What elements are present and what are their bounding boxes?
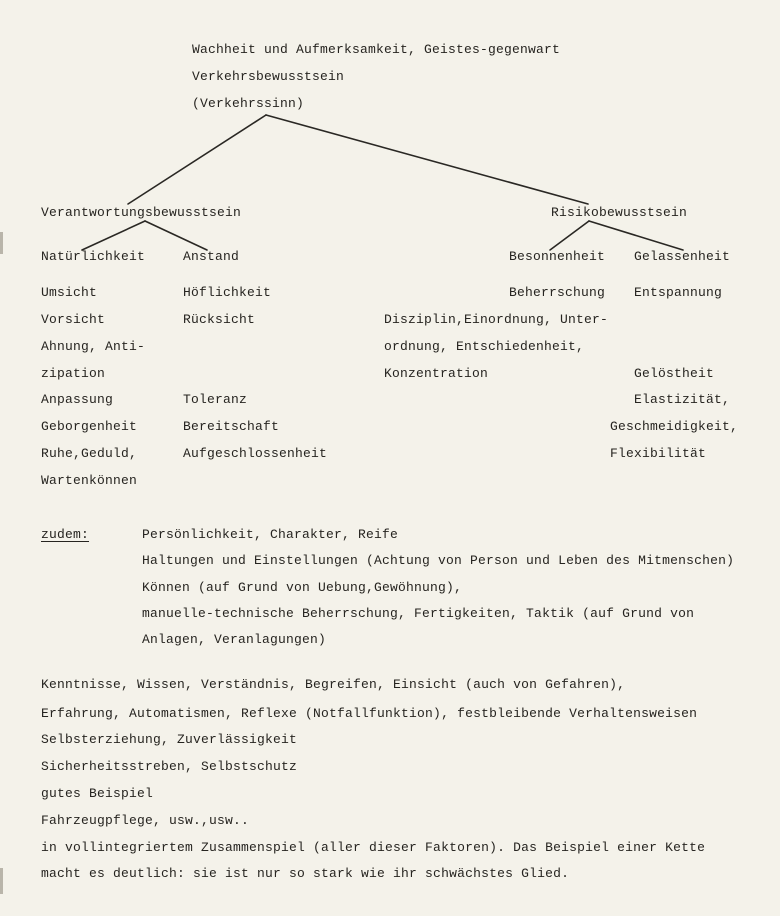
zudem-line: Persönlichkeit, Charakter, Reife (142, 527, 399, 542)
connector-root-left (128, 115, 266, 204)
closing-line: Selbsterziehung, Zuverlässigkeit (41, 732, 298, 747)
closing-line: gutes Beispiel (41, 786, 154, 801)
subbranch-besonnenheit: Besonnenheit (509, 249, 606, 264)
besonnenheit-item: Beherrschung (509, 285, 606, 300)
nat-item: Umsicht (41, 285, 98, 300)
nat-item: Anpassung (41, 392, 114, 407)
subbranch-natuerlichkeit: Natürlichkeit (41, 249, 146, 264)
anstand-item: Bereitschaft (183, 419, 280, 434)
closing-line: macht es deutlich: sie ist nur so stark wie ihr schwächstes Glied. (41, 866, 570, 881)
header-line-1: Wachheit und Aufmerksamkeit, Geistes-gegenwart (192, 42, 561, 57)
zudem-line: Können (auf Grund von Uebung,Gewöhnung), (142, 580, 463, 595)
connector-left-nat (82, 221, 145, 250)
besonnenheit-item: ordnung, Entschiedenheit, (384, 339, 585, 354)
zudem-line: Haltungen und Einstellungen (Achtung von Person und Leben des Mitmenschen) (142, 553, 735, 568)
zudem-line: Anlagen, Veranlagungen) (142, 632, 327, 647)
connector-right-gelassenheit (589, 221, 683, 250)
connector-root-right (266, 115, 588, 204)
anstand-item: Rücksicht (183, 312, 256, 327)
branch-verantwortungsbewusstsein: Verantwortungsbewusstsein (41, 205, 242, 220)
branch-risikobewusstsein: Risikobewusstsein (551, 205, 688, 220)
closing-line: Kenntnisse, Wissen, Verständnis, Begreifen, Einsicht (auch von Gefahren), (41, 677, 626, 692)
connector-right-besonnenheit (550, 221, 589, 250)
closing-line: Sicherheitsstreben, Selbstschutz (41, 759, 298, 774)
subbranch-anstand: Anstand (183, 249, 240, 264)
besonnenheit-item: Konzentration (384, 366, 489, 381)
connector-left-anstand (145, 221, 207, 250)
subbranch-gelassenheit: Gelassenheit (634, 249, 731, 264)
nat-item: Ruhe,Geduld, (41, 446, 138, 461)
besonnenheit-item: Disziplin,Einordnung, Unter- (384, 312, 609, 327)
header-line-2: Verkehrsbewusstsein (192, 69, 345, 84)
closing-line: Erfahrung, Automatismen, Reflexe (Notfallfunktion), festbleibende Verhaltensweisen (41, 706, 698, 721)
zudem-label: zudem: (41, 527, 90, 542)
header-line-3: (Verkehrssinn) (192, 96, 305, 111)
nat-item: Ahnung, Anti- (41, 339, 146, 354)
gelassenheit-item: Geschmeidigkeit, (610, 419, 739, 434)
gelassenheit-item: Elastizität, (634, 392, 731, 407)
anstand-item: Aufgeschlossenheit (183, 446, 328, 461)
nat-item: Vorsicht (41, 312, 106, 327)
nat-item: Wartenkönnen (41, 473, 138, 488)
nat-item: zipation (41, 366, 106, 381)
anstand-item: Höflichkeit (183, 285, 272, 300)
gelassenheit-item: Entspannung (634, 285, 723, 300)
gelassenheit-item: Flexibilität (610, 446, 707, 461)
nat-item: Geborgenheit (41, 419, 138, 434)
gelassenheit-item: Gelöstheit (634, 366, 715, 381)
anstand-item: Toleranz (183, 392, 248, 407)
zudem-line: manuelle-technische Beherrschung, Fertigkeiten, Taktik (auf Grund von (142, 606, 695, 621)
closing-line: in vollintegriertem Zusammenspiel (aller dieser Faktoren). Das Beispiel einer Kette (41, 840, 706, 855)
closing-line: Fahrzeugpflege, usw.,usw.. (41, 813, 250, 828)
